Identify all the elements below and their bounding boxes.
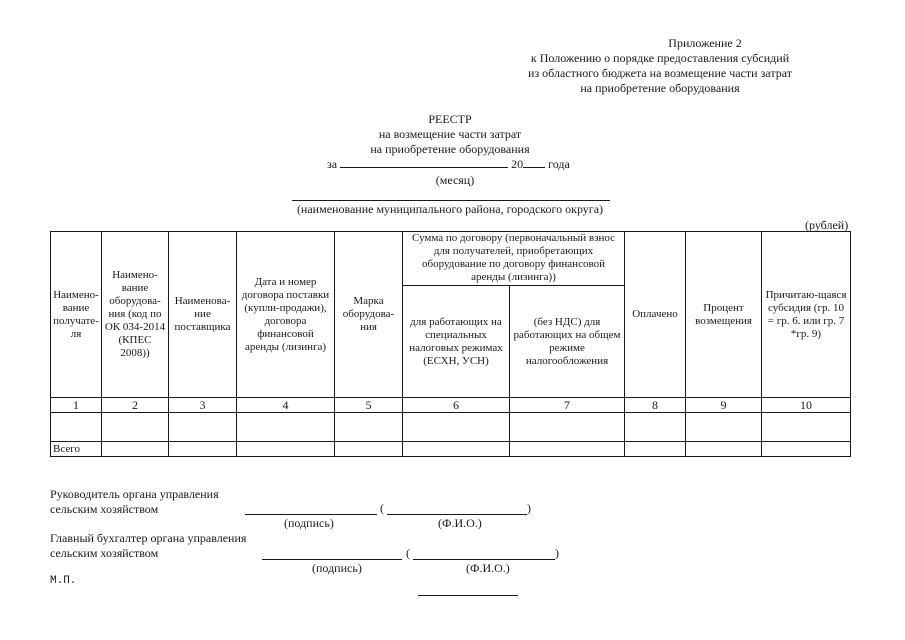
head-open-paren: (	[380, 501, 384, 515]
header-subsidy: Причитаю-щаяся субсидия (гр. 10 = гр. 6. или гр. 7 *гр. 9)	[762, 232, 851, 398]
header-brand: Марка оборудова-ния	[335, 232, 403, 398]
month-blank	[340, 155, 508, 168]
total-label: Всего	[51, 442, 102, 457]
appendix-header	[470, 36, 850, 96]
table-cell	[335, 413, 403, 442]
header-sum-general: (без НДС) для работающих на общем режиме налогообложения	[510, 286, 625, 398]
header-contract-sum: Сумма по договору (первоначальный взнос для получателей, приобретающих оборудование по договору финансовой аренды (лизинга))	[403, 232, 625, 286]
column-numbers-row	[51, 398, 851, 413]
table-cell	[625, 413, 686, 442]
appendix-line-4: на приобретение оборудования	[580, 81, 740, 95]
column-number: 3	[169, 398, 237, 413]
table-cell	[686, 413, 762, 442]
column-number: 8	[625, 398, 686, 413]
column-number: 5	[335, 398, 403, 413]
accountant-signature-blank	[262, 559, 402, 560]
table-cell	[169, 413, 237, 442]
stamp-line	[418, 595, 518, 596]
header-equipment: Наимено-вание оборудова-ния (код по ОК 034-2014 (КПЕС 2008))	[102, 232, 169, 398]
table-cell	[237, 442, 335, 457]
total-row	[51, 442, 851, 457]
accountant-name-blank	[413, 559, 555, 560]
head-signature-caption: (подпись)	[284, 516, 334, 530]
header-sum-special: для работающих на специальных налоговых режимах (ЕСХН, УСН)	[403, 286, 510, 398]
column-number: 1	[51, 398, 102, 413]
header-paid: Оплачено	[625, 232, 686, 398]
accountant-open-paren: (	[406, 546, 410, 560]
registry-table	[50, 231, 851, 457]
header-recipient: Наимено-вание получате-ля	[51, 232, 102, 398]
column-number: 2	[102, 398, 169, 413]
table-cell	[762, 442, 851, 457]
table-cell	[335, 442, 403, 457]
period-line	[327, 155, 570, 172]
period-prefix: за	[327, 157, 338, 171]
column-number: 6	[403, 398, 510, 413]
title-line-3: на приобретение оборудования	[370, 142, 530, 156]
table-cell	[510, 442, 625, 457]
table-cell	[102, 413, 169, 442]
currency-note: (рублей)	[805, 218, 849, 232]
column-number: 10	[762, 398, 851, 413]
head-name-caption: (Ф.И.О.)	[438, 516, 482, 530]
appendix-number: Приложение 2	[668, 36, 742, 50]
head-title-line-2: сельским хозяйством	[50, 502, 159, 516]
accountant-signature-caption: (подпись)	[312, 561, 362, 575]
table-row	[51, 413, 851, 442]
accountant-title-line-1: Главный бухгалтер органа управления	[50, 531, 247, 545]
head-name-blank	[387, 514, 527, 515]
municipality-blank	[292, 200, 610, 201]
table-cell	[510, 413, 625, 442]
accountant-close-paren: )	[555, 546, 559, 560]
table-cell	[686, 442, 762, 457]
period-suffix: года	[548, 157, 570, 171]
column-number: 7	[510, 398, 625, 413]
column-number: 9	[686, 398, 762, 413]
title-heading: РЕЕСТР	[428, 112, 472, 126]
header-supplier: Наименова-ние поставщика	[169, 232, 237, 398]
head-title-line-1: Руководитель органа управления	[50, 487, 219, 501]
header-contract: Дата и номер договора поставки (купли-продажи), договора финансовой аренды (лизинга)	[237, 232, 335, 398]
appendix-line-2: к Положению о порядке предоставления субсидий	[530, 51, 790, 65]
column-number: 4	[237, 398, 335, 413]
accountant-title	[50, 531, 246, 561]
accountant-name-caption: (Ф.И.О.)	[466, 561, 510, 575]
title-line-2: на возмещение части затрат	[378, 127, 522, 141]
head-close-paren: )	[527, 501, 531, 515]
stamp-label: М.П.	[50, 575, 77, 587]
appendix-line-3: из областного бюджета на возмещение части затрат	[528, 66, 792, 80]
table-cell	[51, 413, 102, 442]
year-blank	[523, 155, 545, 168]
table-cell	[169, 442, 237, 457]
head-signature-blank	[245, 514, 377, 515]
municipality-caption: (наименование муниципального района, городского округа)	[296, 202, 604, 216]
table-cell	[403, 442, 510, 457]
document-title	[250, 112, 650, 157]
table-cell	[625, 442, 686, 457]
month-caption: (месяц)	[435, 173, 475, 187]
head-title	[50, 487, 219, 517]
accountant-title-line-2: сельским хозяйством	[50, 546, 159, 560]
table-cell	[403, 413, 510, 442]
table-cell	[762, 413, 851, 442]
table-cell	[237, 413, 335, 442]
year-prefix: 20	[511, 157, 524, 171]
header-row-1	[51, 232, 851, 286]
table-cell	[102, 442, 169, 457]
header-percent: Процент возмещения	[686, 232, 762, 398]
